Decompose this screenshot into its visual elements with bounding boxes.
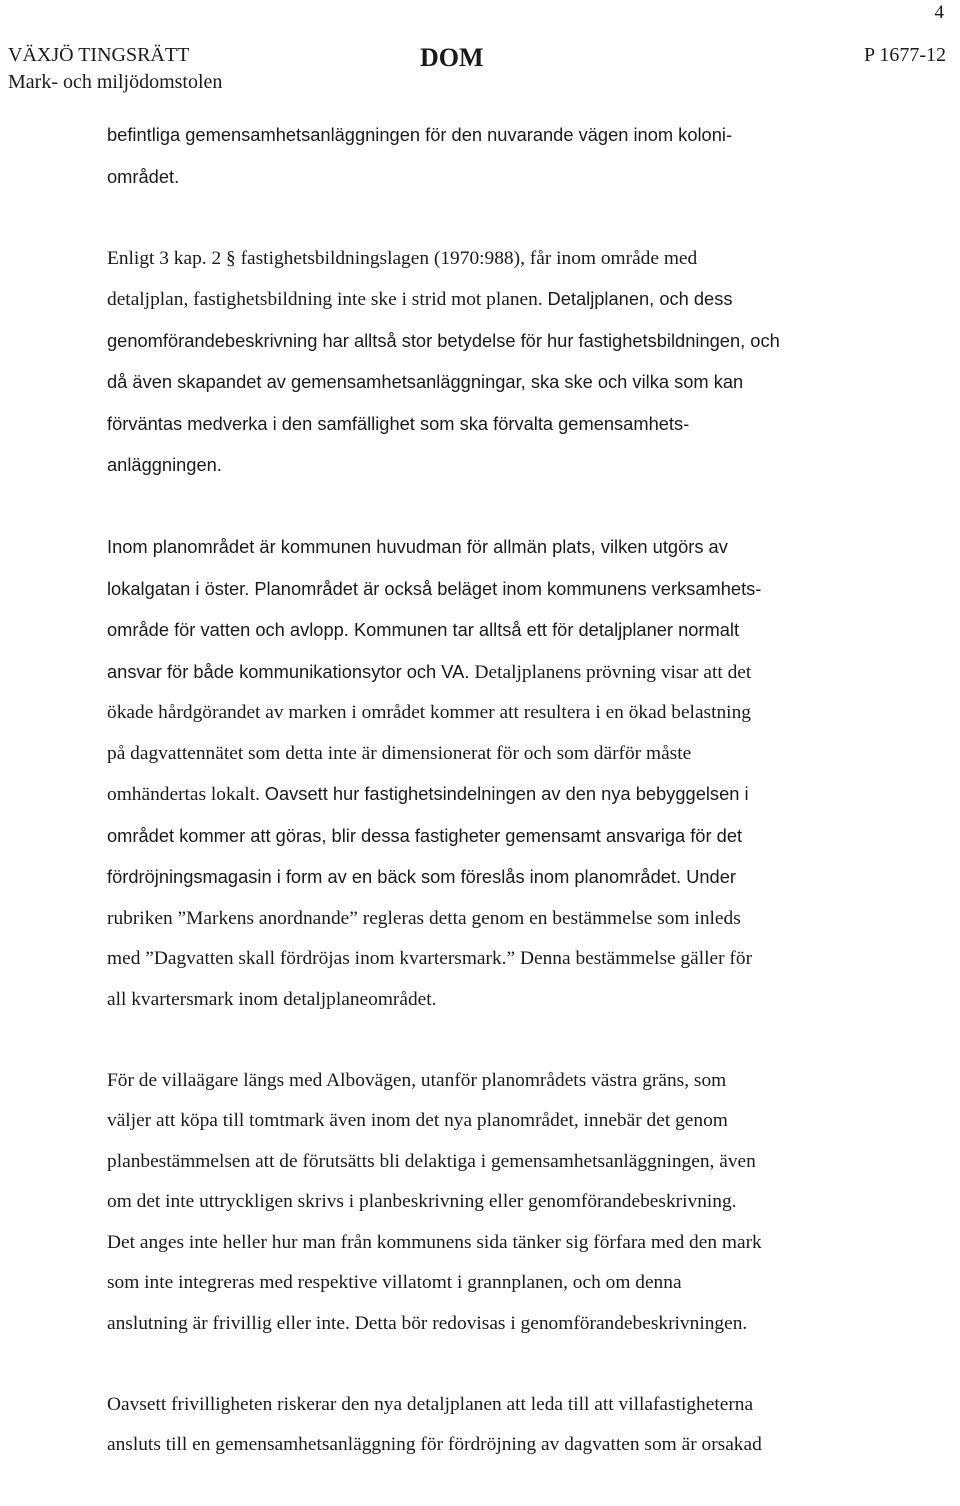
text-segment: Inom planområdet är kommunen huvudman för allmän plats, vilken utgörs av bbox=[107, 536, 728, 557]
text-line bbox=[107, 1223, 907, 1264]
paragraph bbox=[107, 527, 907, 1020]
text-line bbox=[107, 899, 907, 940]
text-line bbox=[107, 445, 907, 487]
text-segment: Oavsett hur fastighetsindelningen av den nya bebyggelsen i bbox=[264, 783, 749, 804]
text-line bbox=[107, 404, 907, 446]
case-number: P 1677-12 bbox=[863, 44, 946, 66]
text-segment: fördröjningsmagasin i form av en bäck som föreslås inom planområdet. Under bbox=[107, 866, 736, 887]
text-segment: område för vatten och avlopp. Kommunen tar alltså ett för detaljplaner normalt bbox=[107, 619, 740, 640]
text-line bbox=[107, 569, 907, 611]
text-line bbox=[107, 1385, 907, 1426]
text-line bbox=[107, 980, 907, 1021]
text-line bbox=[107, 362, 907, 404]
text-segment: som inte integreras med respektive villatomt i grannplanen, och om denna bbox=[107, 1272, 682, 1293]
document-type: DOM bbox=[420, 43, 484, 72]
text-line bbox=[107, 1182, 907, 1223]
text-segment: området. bbox=[107, 165, 180, 187]
text-segment: all kvartersmark inom detaljplaneområdet. bbox=[107, 988, 437, 1010]
document-body bbox=[107, 115, 907, 1506]
text-segment: förväntas medverka i den samfällighet som ska förvalta gemensamhets- bbox=[107, 412, 690, 434]
court-division: Mark- och miljödomstolen bbox=[8, 71, 223, 93]
text-segment: väljer att köpa till tomtmark även inom det nya planområdet, innebär det genom bbox=[107, 1110, 728, 1131]
text-line bbox=[107, 279, 907, 321]
text-segment: befintliga gemensamhetsanläggningen för den nuvarande vägen inom koloni- bbox=[107, 124, 733, 145]
text-line bbox=[107, 157, 907, 199]
text-line bbox=[107, 1142, 907, 1183]
text-segment: omhändertas lokalt. bbox=[107, 784, 265, 805]
text-segment: då även skapandet av gemensamhetsanläggningar, ska ske och vilka som kan bbox=[107, 371, 744, 392]
text-segment: För de villaägare längs med Albovägen, utanför planområdets västra gräns, som bbox=[107, 1069, 727, 1091]
court-header bbox=[8, 42, 222, 96]
text-line bbox=[107, 1304, 907, 1345]
paragraph bbox=[107, 1061, 907, 1345]
text-line bbox=[107, 239, 907, 280]
court-name: VÄXJÖ TINGSRÄTT bbox=[8, 44, 190, 66]
text-segment: planbestämmelsen att de förutsätts bli delaktiga i gemensamhetsanläggningen, även bbox=[107, 1150, 756, 1172]
text-segment: om det inte uttryckligen skrivs i planbeskrivning eller genomförandebeskrivning. bbox=[107, 1191, 737, 1212]
text-line bbox=[107, 652, 907, 694]
text-line bbox=[107, 115, 907, 157]
text-segment: med ”Dagvatten skall fördröjas inom kvartersmark.” Denna bestämmelse gäller för bbox=[107, 948, 753, 969]
text-line bbox=[107, 734, 907, 775]
text-segment: Detaljplanens prövning visar att det bbox=[474, 661, 752, 683]
paragraph bbox=[107, 115, 907, 198]
text-line bbox=[107, 857, 907, 899]
text-segment: på dagvattennätet som detta inte är dimensionerat för och som därför måste bbox=[107, 742, 692, 764]
text-segment: ansvar för både kommunikationsytor och VA. bbox=[107, 660, 475, 682]
text-segment: genomförandebeskrivning har alltså stor betydelse för hur fastighetsbildningen, och bbox=[107, 329, 780, 351]
text-line bbox=[107, 939, 907, 980]
text-segment: detaljplan, fastighetsbildning inte ske i strid mot planen. bbox=[107, 289, 548, 310]
text-line bbox=[107, 774, 907, 816]
paragraph bbox=[107, 1385, 907, 1466]
text-line bbox=[107, 1061, 907, 1102]
text-line bbox=[107, 321, 907, 363]
text-line bbox=[107, 816, 907, 858]
text-segment: Oavsett frivilligheten riskerar den nya detaljplanen att leda till att villafastigheterna bbox=[107, 1393, 754, 1415]
text-line bbox=[107, 1101, 907, 1142]
text-segment: rubriken ”Markens anordnande” regleras detta genom en bestämmelse som inleds bbox=[107, 907, 741, 929]
paragraph bbox=[107, 239, 907, 487]
text-line bbox=[107, 693, 907, 734]
page-number: 4 bbox=[934, 2, 944, 23]
text-line bbox=[107, 1425, 907, 1466]
text-segment: Detaljplanen, och dess bbox=[547, 288, 733, 309]
text-line bbox=[107, 610, 907, 652]
text-segment: ökade hårdgörandet av marken i området kommer att resultera i en ökad belastning bbox=[107, 702, 751, 723]
text-segment: området kommer att göras, blir dessa fastigheter gemensamt ansvariga för det bbox=[107, 824, 743, 846]
text-segment: Det anges inte heller hur man från kommunens sida tänker sig förfara med den mark bbox=[107, 1231, 762, 1253]
text-segment: ansluts till en gemensamhetsanläggning för fördröjning av dagvatten som är orsakad bbox=[107, 1434, 762, 1455]
text-segment: anläggningen. bbox=[107, 454, 222, 475]
text-segment: Enligt 3 kap. 2 § fastighetsbildningslagen (1970:988), får inom område med bbox=[107, 247, 698, 269]
text-line bbox=[107, 527, 907, 569]
text-segment: anslutning är frivillig eller inte. Detta bör redovisas i genomförandebeskrivningen. bbox=[107, 1312, 748, 1334]
text-line bbox=[107, 1263, 907, 1304]
text-segment: lokalgatan i öster. Planområdet är också beläget inom kommunens verksamhets- bbox=[107, 577, 762, 599]
